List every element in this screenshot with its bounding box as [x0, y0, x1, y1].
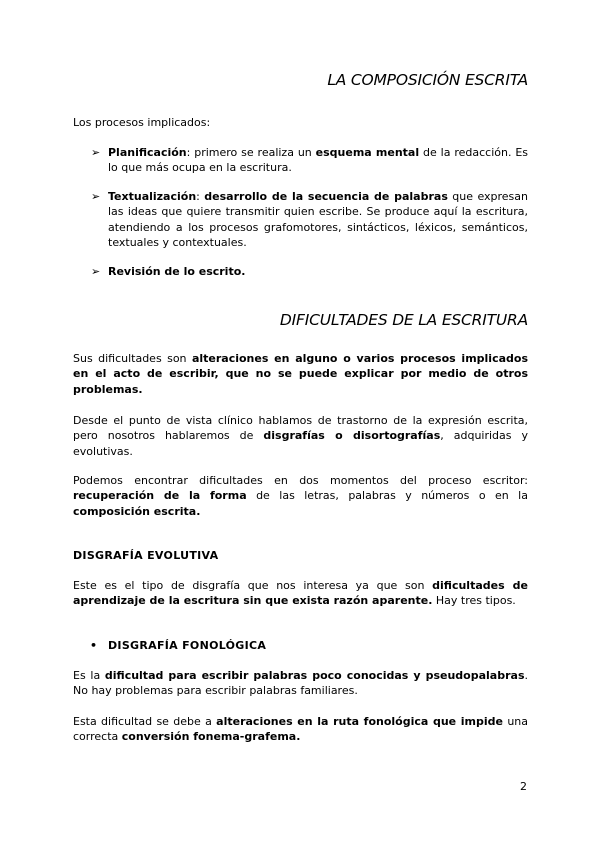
list-item-planificacion: ➢ Planificación: primero se realiza un esquema mental de la redacción. Es lo que más ocupa en la escritura. [91, 146, 529, 175]
section-title-disgrafia-fonologica: • DISGRAFÍA FONOLÓGICA [90, 639, 267, 652]
list-item-revision: ➢ Revisión de lo escrito. [91, 265, 246, 278]
fonologica-paragraph-2: Esta dificultad se debe a alteraciones en la ruta fonológica que impide una correcta conversión fonema-grafema. [73, 715, 529, 744]
fonologica-paragraph-1: Es la dificultad para escribir palabras poco conocidas y pseudopalabras. No hay problemas para escribir palabras familiares. [73, 669, 528, 698]
arrow-bullet-icon: ➢ [91, 146, 101, 159]
difficulties-paragraph-2: Desde el punto de vista clínico hablamos de trastorno de la expresión escrita, pero nosotros hablaremos de disgrafías o disortografías, adquiridas y evolutivas. [73, 414, 529, 458]
heading-composition: LA COMPOSICIÓN ESCRITA [327, 71, 528, 89]
dot-bullet-icon: • [90, 639, 98, 652]
arrow-bullet-icon: ➢ [91, 190, 101, 203]
evolutiva-paragraph: Este es el tipo de disgrafía que nos interesa ya que son dificultades de aprendizaje de la escritura sin que exista razón aparente. Hay tres tipos. [73, 579, 529, 608]
difficulties-paragraph-3: Podemos encontrar dificultades en dos momentos del proceso escritor: recuperación de la forma de las letras, palabras y números o en la composición escrita. [73, 474, 528, 518]
page-number: 2 [520, 780, 527, 793]
heading-difficulties: DIFICULTADES DE LA ESCRITURA [279, 311, 528, 329]
list-item-textualizacion: ➢ Textualización: desarrollo de la secuencia de palabras que expresan las ideas que quiere transmitir quien escribe. Se produce aquí la escritura, atendiendo a los procesos grafomotores, sintácticos, léxicos, semánticos, textuales y contextuales. [91, 190, 528, 249]
arrow-bullet-icon: ➢ [91, 265, 101, 278]
intro-text: Los procesos implicados: [73, 116, 211, 129]
section-title-disgrafia-evolutiva: DISGRAFÍA EVOLUTIVA [73, 549, 219, 562]
difficulties-paragraph-1: Sus dificultades son alteraciones en alguno o varios procesos implicados en el acto de escribir, que no se puede explicar por medio de otros problemas. [73, 352, 528, 396]
